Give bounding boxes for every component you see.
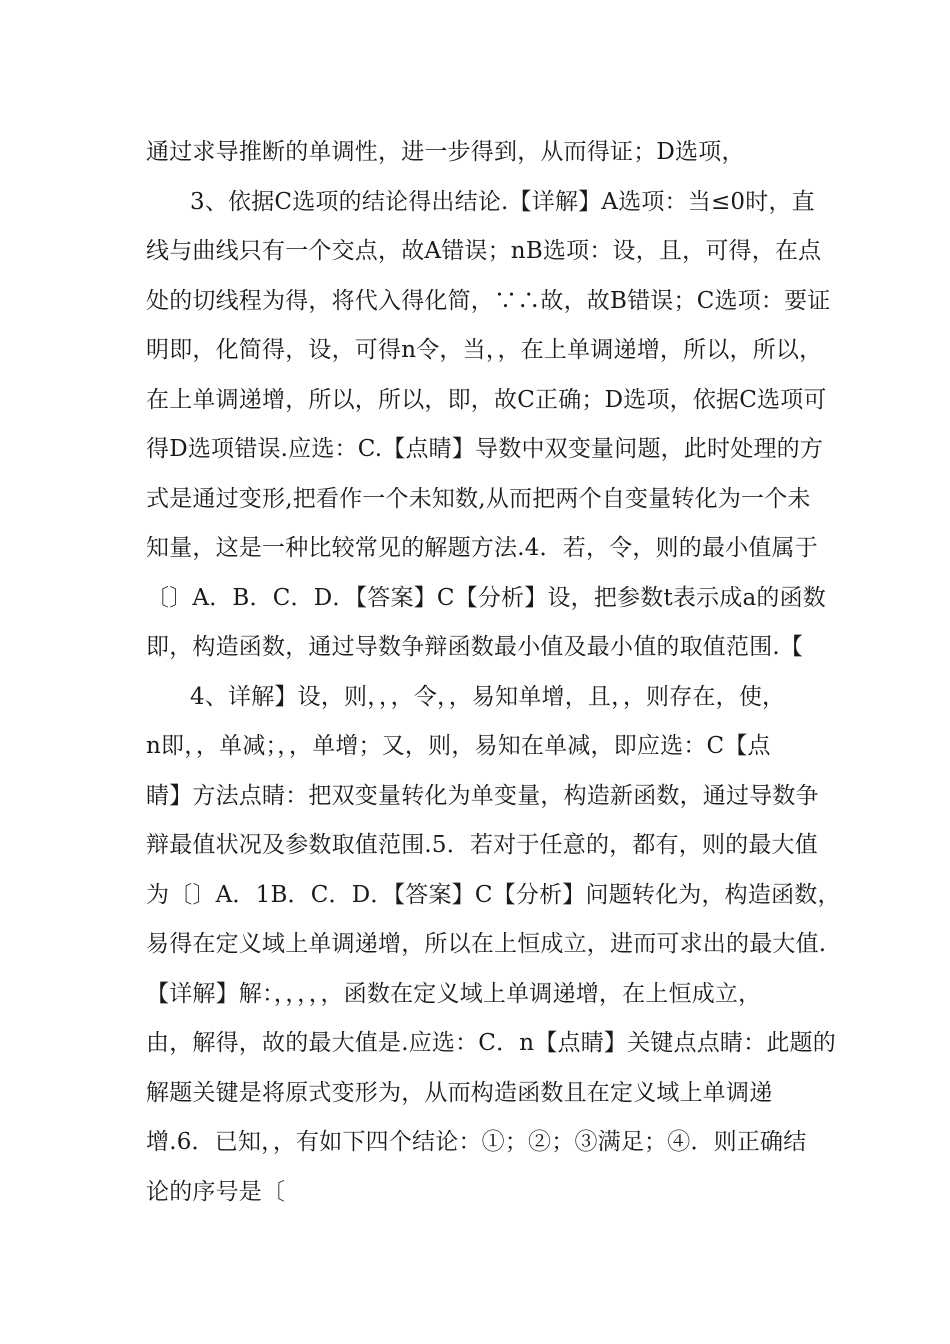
- text-line-5: 明即，化简得，设，可得n令，当，，在上单调递增，所以，所以，: [146, 337, 823, 363]
- text-line-1: 通过求导推断的单调性，进一步得到，从而得证；D选项，: [146, 139, 745, 165]
- text-line-17: 易得在定义域上单调递增，所以在上恒成立，进而可求出的最大值.: [146, 931, 827, 957]
- text-line-11: 即，构造函数，通过导数争辩函数最小值及最小值的取值范围.【: [146, 634, 804, 660]
- text-line-2: 3、依据C选项的结论得出结论.【详解】A选项：当≤0时，直: [190, 189, 815, 215]
- text-line-4: 处的切线程为得，将代入得化简，∵∴故，故B错误；C选项：要证: [146, 288, 831, 314]
- text-line-7: 得D选项错误.应选：C.【点睛】导数中双变量问题，此时处理的方: [146, 436, 824, 462]
- text-line-18: 【详解】解：，，，，，函数在定义域上单调递增，在上恒成立，: [146, 981, 762, 1007]
- text-line-14: 睛】方法点睛：把双变量转化为单变量，构造新函数，通过导数争: [146, 783, 819, 809]
- text-line-16: 为〔〕A．1B．C．D．【答案】C【分析】问题转化为，构造函数，: [146, 882, 841, 908]
- text-line-19: 由，解得，故的最大值是.应选：C．n【点睛】关键点点睛：此题的: [146, 1030, 836, 1056]
- text-line-13: n即，，单减；，，单增；又，则，易知在单减，即应选：C【点: [146, 733, 771, 759]
- text-line-6: 在上单调递增，所以，所以，即，故C正确；D选项，依据C选项可: [146, 387, 827, 413]
- text-line-10: 〔〕A．B．C．D．【答案】C【分析】设，把参数t表示成a的函数: [146, 585, 827, 611]
- text-line-20: 解题关键是将原式变形为，从而构造函数且在定义域上单调递: [146, 1080, 773, 1106]
- text-line-8: 式是通过变形,把看作一个未知数,从而把两个自变量转化为一个未: [146, 486, 811, 512]
- text-line-12: 4、详解】设，则，，，令，，易知单增，且，，则存在，使，: [190, 684, 786, 710]
- text-line-3: 线与曲线只有一个交点，故A错误；nB选项：设，且，可得，在点: [146, 238, 822, 264]
- text-line-9: 知量，这是一种比较常见的解题方法.4．若，令，则的最小值属于: [146, 535, 818, 561]
- text-line-21: 增.6．已知，，有如下四个结论：①；②；③满足；④．则正确结: [146, 1129, 807, 1155]
- text-line-15: 辩最值状况及参数取值范围.5．若对于任意的，都有，则的最大值: [146, 832, 818, 858]
- text-line-22: 论的序号是〔: [146, 1179, 286, 1205]
